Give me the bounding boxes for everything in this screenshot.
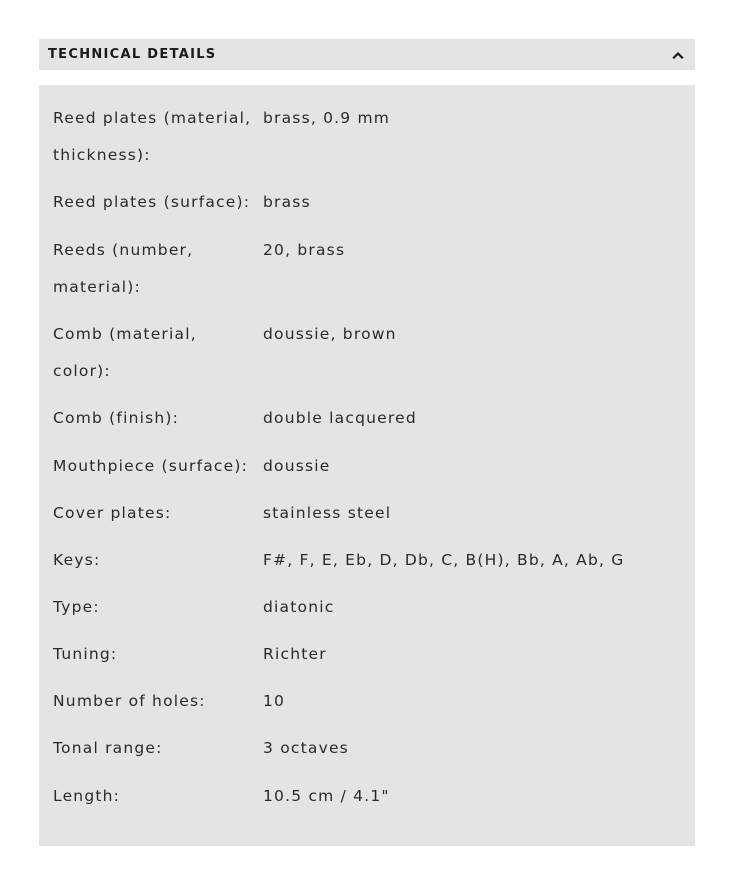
detail-value: double lacquered xyxy=(263,409,417,427)
detail-value: stainless steel xyxy=(263,504,392,522)
detail-label: Reeds (number, material): xyxy=(53,241,194,296)
detail-value: brass xyxy=(263,193,311,211)
technical-details-header[interactable] xyxy=(39,39,695,70)
detail-label: Tonal range: xyxy=(53,739,163,757)
detail-label: Mouthpiece (surface): xyxy=(53,457,249,475)
detail-value: Richter xyxy=(263,645,327,663)
chevron-up-icon[interactable] xyxy=(661,39,695,70)
detail-value: diatonic xyxy=(263,598,335,616)
detail-value: 3 octaves xyxy=(263,739,349,757)
detail-value: doussie, brown xyxy=(263,325,397,343)
section-title: TECHNICAL DETAILS xyxy=(48,47,217,62)
detail-label: Reed plates (material, thickness): xyxy=(53,109,252,164)
detail-value: 10.5 cm / 4.1" xyxy=(263,787,390,805)
detail-value: brass, 0.9 mm xyxy=(263,109,391,127)
detail-label: Number of holes: xyxy=(53,692,206,710)
detail-value: F#, F, E, Eb, D, Db, C, B(H), Bb, A, Ab, G xyxy=(263,551,625,569)
detail-label: Comb (finish): xyxy=(53,409,180,427)
detail-label: Keys: xyxy=(53,551,101,569)
detail-value: 20, brass xyxy=(263,241,346,259)
detail-value: doussie xyxy=(263,457,331,475)
detail-label: Length: xyxy=(53,787,121,805)
detail-label: Reed plates (surface): xyxy=(53,193,251,211)
detail-label: Type: xyxy=(53,598,100,616)
detail-label: Tuning: xyxy=(53,645,118,663)
detail-label: Comb (material, color): xyxy=(53,325,197,380)
detail-label: Cover plates: xyxy=(53,504,172,522)
technical-details-panel xyxy=(39,85,695,846)
detail-value: 10 xyxy=(263,692,286,710)
